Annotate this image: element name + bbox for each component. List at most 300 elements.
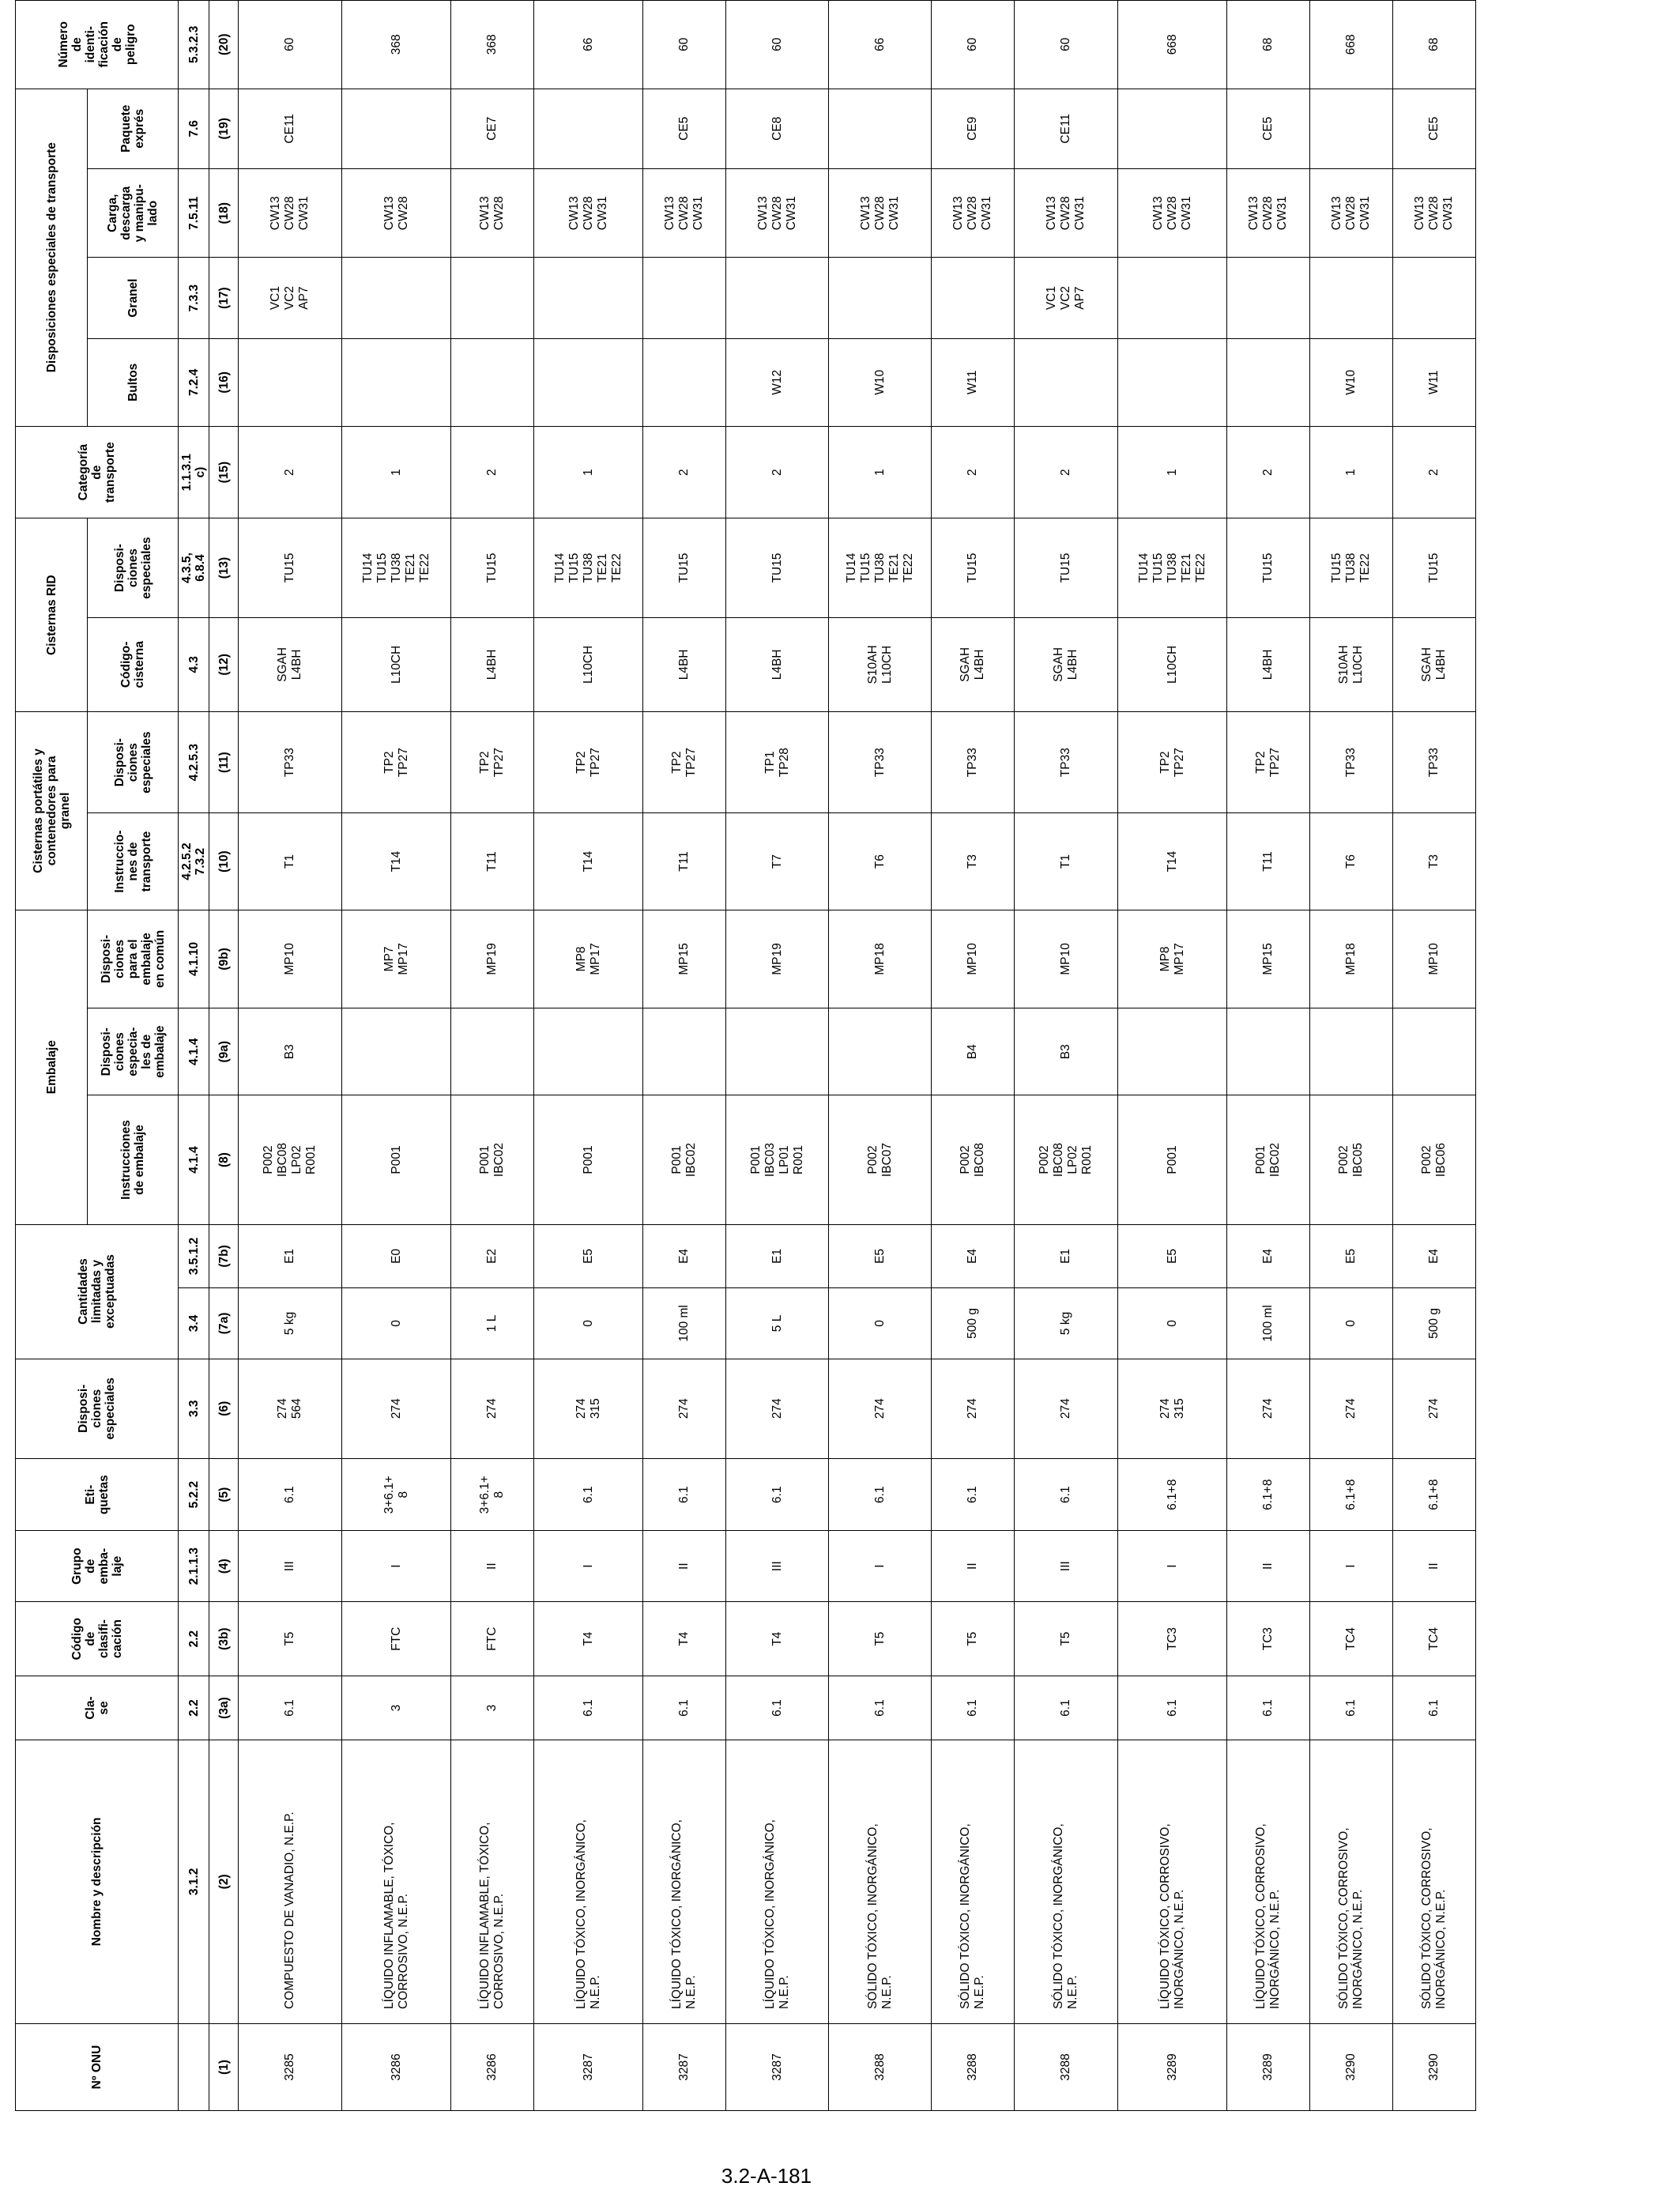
cell-class: 6.1 bbox=[239, 1676, 342, 1740]
cell-packing-group: II bbox=[932, 1531, 1015, 1601]
column-number-cell: (9b) bbox=[209, 910, 239, 1008]
cell-portable-tank-provisions: TP33 bbox=[1015, 711, 1118, 812]
cell-express: CE5 bbox=[643, 89, 726, 168]
cell-loading: CW13 CW28 bbox=[342, 169, 451, 258]
cell-transport-category: 2 bbox=[726, 426, 829, 518]
cell-mixed-packing: MP18 bbox=[1310, 910, 1393, 1008]
cell-un-number: 3288 bbox=[829, 2024, 932, 2111]
cell-packages bbox=[1227, 338, 1310, 426]
header-packing-instructions: Instrucciones de embalaje bbox=[88, 1095, 179, 1224]
cell-classification-code: T5 bbox=[239, 1601, 342, 1676]
cell-portable-tank-provisions: TP2 TP27 bbox=[342, 711, 451, 812]
cell-class: 6.1 bbox=[726, 1676, 829, 1740]
cell-hazard-id: 60 bbox=[643, 1, 726, 89]
cell-hazard-id: 60 bbox=[239, 1, 342, 89]
header-portable-tanks: Cisternas portátiles y contenedores para granel bbox=[16, 711, 88, 910]
cell-packing-group: I bbox=[534, 1531, 643, 1601]
column-number-cell: (9a) bbox=[209, 1008, 239, 1095]
cell-classification-code: TC3 bbox=[1118, 1601, 1227, 1676]
cell-limited-quantity: 5 kg bbox=[239, 1288, 342, 1359]
header-mixed-packing: Disposi- ciones para el embalaje en común bbox=[88, 910, 179, 1008]
cell-labels: 6.1 bbox=[932, 1458, 1015, 1530]
cell-hazard-id: 60 bbox=[726, 1, 829, 89]
cell-rid-special-provisions: TU15 bbox=[451, 518, 534, 617]
header-rid-special-provisions: Disposi- ciones especiales bbox=[88, 518, 179, 617]
cell-special-provisions: 274 315 bbox=[534, 1359, 643, 1458]
cell-un-number: 3287 bbox=[534, 2024, 643, 2111]
cell-packing-instructions: P001 IBC02 bbox=[451, 1095, 534, 1224]
cell-portable-tank-instructions: T11 bbox=[451, 813, 534, 910]
cell-mixed-packing: MP19 bbox=[726, 910, 829, 1008]
table-row bbox=[1015, 1, 1118, 2111]
cell-special-packing-provisions bbox=[451, 1008, 534, 1095]
cell-mixed-packing: MP18 bbox=[829, 910, 932, 1008]
cell-rid-special-provisions: TU15 bbox=[1015, 518, 1118, 617]
cell-express: CE11 bbox=[239, 89, 342, 168]
cell-bulk: VC1 VC2 AP7 bbox=[239, 258, 342, 338]
column-number-cell: (2) bbox=[209, 1740, 239, 2023]
cell-tank-code: SGAH L4BH bbox=[1393, 617, 1476, 711]
cell-portable-tank-instructions: T1 bbox=[239, 813, 342, 910]
cell-tank-code: L10CH bbox=[534, 617, 643, 711]
cell-special-packing-provisions bbox=[1310, 1008, 1393, 1095]
cell-bulk: VC1 VC2 AP7 bbox=[1015, 258, 1118, 338]
cell-un-number: 3290 bbox=[1310, 2024, 1393, 2111]
cell-un-number: 3290 bbox=[1393, 2024, 1476, 2111]
cell-portable-tank-instructions: T7 bbox=[726, 813, 829, 910]
header-loading: Carga, descarga y manipu- lado bbox=[88, 169, 179, 258]
cell-packages bbox=[1015, 338, 1118, 426]
ref-cell: 2.2 bbox=[179, 1601, 209, 1676]
cell-packages: W12 bbox=[726, 338, 829, 426]
cell-hazard-id: 60 bbox=[932, 1, 1015, 89]
cell-packing-instructions: P002 IBC06 bbox=[1393, 1095, 1476, 1224]
cell-bulk bbox=[829, 258, 932, 338]
cell-un-number: 3285 bbox=[239, 2024, 342, 2111]
cell-labels: 6.1 bbox=[239, 1458, 342, 1530]
column-number-cell: (4) bbox=[209, 1531, 239, 1601]
cell-packing-group: III bbox=[239, 1531, 342, 1601]
cell-classification-code: TC3 bbox=[1227, 1601, 1310, 1676]
cell-loading: CW13 CW28 bbox=[451, 169, 534, 258]
column-number-cell: (11) bbox=[209, 711, 239, 812]
cell-special-packing-provisions bbox=[726, 1008, 829, 1095]
cell-excepted-quantity: E2 bbox=[451, 1224, 534, 1288]
cell-mixed-packing: MP15 bbox=[1227, 910, 1310, 1008]
cell-un-number: 3289 bbox=[1227, 2024, 1310, 2111]
cell-loading: CW13 CW28 CW31 bbox=[1310, 169, 1393, 258]
cell-portable-tank-provisions: TP33 bbox=[1393, 711, 1476, 812]
cell-loading: CW13 CW28 CW31 bbox=[932, 169, 1015, 258]
page-number: 3.2-A-181 bbox=[721, 2164, 812, 2188]
cell-limited-quantity: 5 L bbox=[726, 1288, 829, 1359]
cell-portable-tank-instructions: T11 bbox=[1227, 813, 1310, 910]
cell-packing-instructions: P002 IBC08 bbox=[932, 1095, 1015, 1224]
header-instructions: Instruccio- nes de transporte bbox=[88, 813, 179, 910]
cell-labels: 3+6.1+ 8 bbox=[342, 1458, 451, 1530]
cell-portable-tank-provisions: TP2 TP27 bbox=[534, 711, 643, 812]
table-row bbox=[1393, 1, 1476, 2111]
ref-cell: 3.3 bbox=[179, 1359, 209, 1458]
cell-packing-group: II bbox=[1393, 1531, 1476, 1601]
cell-rid-special-provisions: TU15 TU38 TE22 bbox=[1310, 518, 1393, 617]
cell-classification-code: T5 bbox=[829, 1601, 932, 1676]
cell-bulk bbox=[1118, 258, 1227, 338]
cell-bulk bbox=[1227, 258, 1310, 338]
ref-cell: 4.1.4 bbox=[179, 1008, 209, 1095]
cell-hazard-id: 668 bbox=[1310, 1, 1393, 89]
header-packing-group: Grupo de emba- laje bbox=[16, 1531, 179, 1601]
cell-limited-quantity: 500 g bbox=[1393, 1288, 1476, 1359]
cell-excepted-quantity: E1 bbox=[239, 1224, 342, 1288]
cell-bulk bbox=[726, 258, 829, 338]
table-body bbox=[239, 1, 1476, 2111]
cell-mixed-packing: MP10 bbox=[1393, 910, 1476, 1008]
cell-rid-special-provisions: TU14 TU15 TU38 TE21 TE22 bbox=[534, 518, 643, 617]
cell-packages bbox=[643, 338, 726, 426]
cell-bulk bbox=[643, 258, 726, 338]
cell-rid-special-provisions: TU14 TU15 TU38 TE21 TE22 bbox=[342, 518, 451, 617]
cell-packing-group: III bbox=[726, 1531, 829, 1601]
cell-express bbox=[1310, 89, 1393, 168]
cell-limited-quantity: 0 bbox=[1310, 1288, 1393, 1359]
cell-special-packing-provisions bbox=[342, 1008, 451, 1095]
cell-special-provisions: 274 bbox=[643, 1359, 726, 1458]
cell-mixed-packing: MP10 bbox=[239, 910, 342, 1008]
cell-portable-tank-instructions: T1 bbox=[1015, 813, 1118, 910]
cell-name: LÍQUIDO TÓXICO, CORROSIVO, INORGÁNICO, N.E.P. bbox=[1227, 1740, 1310, 2023]
cell-packing-instructions: P001 bbox=[534, 1095, 643, 1224]
cell-limited-quantity: 500 g bbox=[932, 1288, 1015, 1359]
column-number-cell: (7a) bbox=[209, 1288, 239, 1359]
header-tank-code: Código- cisterna bbox=[88, 617, 179, 711]
cell-mixed-packing: MP8 MP17 bbox=[534, 910, 643, 1008]
cell-portable-tank-instructions: T14 bbox=[1118, 813, 1227, 910]
cell-labels: 6.1 bbox=[534, 1458, 643, 1530]
cell-special-packing-provisions bbox=[643, 1008, 726, 1095]
cell-loading: CW13 CW28 CW31 bbox=[239, 169, 342, 258]
cell-name: LÍQUIDO INFLAMABLE, TÓXICO, CORROSIVO, N.E.P. bbox=[451, 1740, 534, 2023]
cell-special-provisions: 274 bbox=[726, 1359, 829, 1458]
cell-labels: 6.1 bbox=[829, 1458, 932, 1530]
table-row bbox=[726, 1, 829, 2111]
cell-packages bbox=[534, 338, 643, 426]
cell-special-packing-provisions bbox=[1227, 1008, 1310, 1095]
cell-bulk bbox=[1393, 258, 1476, 338]
cell-packing-instructions: P002 IBC08 LP02 R001 bbox=[239, 1095, 342, 1224]
cell-transport-category: 1 bbox=[534, 426, 643, 518]
cell-transport-category: 2 bbox=[451, 426, 534, 518]
cell-class: 6.1 bbox=[534, 1676, 643, 1740]
cell-class: 6.1 bbox=[643, 1676, 726, 1740]
cell-un-number: 3288 bbox=[932, 2024, 1015, 2111]
cell-rid-special-provisions: TU15 bbox=[1393, 518, 1476, 617]
cell-limited-quantity: 5 kg bbox=[1015, 1288, 1118, 1359]
cell-class: 6.1 bbox=[1227, 1676, 1310, 1740]
cell-tank-code: L4BH bbox=[1227, 617, 1310, 711]
cell-portable-tank-provisions: TP2 TP27 bbox=[1227, 711, 1310, 812]
cell-packing-group: III bbox=[1015, 1531, 1118, 1601]
cell-rid-special-provisions: TU15 bbox=[643, 518, 726, 617]
ref-cell: 4.3.5, 6.8.4 bbox=[179, 518, 209, 617]
cell-packages: W10 bbox=[1310, 338, 1393, 426]
column-number-cell: (1) bbox=[209, 2024, 239, 2111]
cell-limited-quantity: 0 bbox=[342, 1288, 451, 1359]
cell-excepted-quantity: E5 bbox=[829, 1224, 932, 1288]
cell-mixed-packing: MP15 bbox=[643, 910, 726, 1008]
cell-rid-special-provisions: TU14 TU15 TU38 TE21 TE22 bbox=[829, 518, 932, 617]
cell-classification-code: T4 bbox=[726, 1601, 829, 1676]
cell-hazard-id: 60 bbox=[1015, 1, 1118, 89]
cell-loading: CW13 CW28 CW31 bbox=[1015, 169, 1118, 258]
cell-special-packing-provisions bbox=[1393, 1008, 1476, 1095]
header-tank-special-provisions: Disposi- ciones especiales bbox=[88, 711, 179, 812]
cell-portable-tank-provisions: TP33 bbox=[829, 711, 932, 812]
cell-mixed-packing: MP7 MP17 bbox=[342, 910, 451, 1008]
cell-rid-special-provisions: TU15 bbox=[239, 518, 342, 617]
cell-name: LÍQUIDO TÓXICO, CORROSIVO, INORGÁNICO, N.E.P. bbox=[1118, 1740, 1227, 2023]
cell-excepted-quantity: E5 bbox=[1118, 1224, 1227, 1288]
cell-hazard-id: 66 bbox=[534, 1, 643, 89]
cell-class: 6.1 bbox=[1015, 1676, 1118, 1740]
cell-limited-quantity: 100 ml bbox=[643, 1288, 726, 1359]
ref-cell: 3.1.2 bbox=[179, 1740, 209, 2023]
cell-labels: 6.1+8 bbox=[1310, 1458, 1393, 1530]
cell-packing-instructions: P001 bbox=[342, 1095, 451, 1224]
cell-name: SÓLIDO TÓXICO, INORGÁNICO, N.E.P. bbox=[932, 1740, 1015, 2023]
table-row bbox=[1118, 1, 1227, 2111]
cell-special-packing-provisions bbox=[829, 1008, 932, 1095]
ref-cell: 2.1.1.3 bbox=[179, 1531, 209, 1601]
cell-packages: W11 bbox=[932, 338, 1015, 426]
cell-tank-code: SGAH L4BH bbox=[932, 617, 1015, 711]
cell-class: 6.1 bbox=[1118, 1676, 1227, 1740]
cell-un-number: 3288 bbox=[1015, 2024, 1118, 2111]
cell-portable-tank-instructions: T3 bbox=[932, 813, 1015, 910]
cell-name: LÍQUIDO INFLAMABLE, TÓXICO, CORROSIVO, N.E.P. bbox=[342, 1740, 451, 2023]
cell-portable-tank-instructions: T14 bbox=[342, 813, 451, 910]
cell-class: 6.1 bbox=[829, 1676, 932, 1740]
cell-special-provisions: 274 564 bbox=[239, 1359, 342, 1458]
column-number-cell: (12) bbox=[209, 617, 239, 711]
cell-hazard-id: 68 bbox=[1227, 1, 1310, 89]
header-transport-category: Categoría de transporte bbox=[16, 426, 179, 518]
column-number-cell: (7b) bbox=[209, 1224, 239, 1288]
cell-tank-code: S10AH L10CH bbox=[1310, 617, 1393, 711]
cell-classification-code: T5 bbox=[1015, 1601, 1118, 1676]
header-packaging: Embalaje bbox=[16, 910, 88, 1224]
cell-packing-group: II bbox=[643, 1531, 726, 1601]
header-special-provisions: Disposi- ciones especiales bbox=[16, 1359, 179, 1458]
ref-cell bbox=[179, 2024, 209, 2111]
ref-cell: 3.4 bbox=[179, 1288, 209, 1359]
cell-excepted-quantity: E1 bbox=[1015, 1224, 1118, 1288]
cell-packing-instructions: P001 IBC02 bbox=[1227, 1095, 1310, 1224]
cell-classification-code: T4 bbox=[643, 1601, 726, 1676]
cell-rid-special-provisions: TU15 bbox=[1227, 518, 1310, 617]
cell-un-number: 3287 bbox=[643, 2024, 726, 2111]
ref-cell: 4.3 bbox=[179, 617, 209, 711]
cell-hazard-id: 68 bbox=[1393, 1, 1476, 89]
header-class: Cla- se bbox=[16, 1676, 179, 1740]
cell-excepted-quantity: E4 bbox=[1227, 1224, 1310, 1288]
table-row bbox=[239, 1, 342, 2111]
cell-portable-tank-instructions: T3 bbox=[1393, 813, 1476, 910]
cell-class: 3 bbox=[451, 1676, 534, 1740]
cell-portable-tank-instructions: T6 bbox=[829, 813, 932, 910]
cell-portable-tank-provisions: TP2 TP27 bbox=[451, 711, 534, 812]
cell-name: COMPUESTO DE VANADIO, N.E.P. bbox=[239, 1740, 342, 2023]
cell-tank-code: SGAH L4BH bbox=[1015, 617, 1118, 711]
cell-special-provisions: 274 bbox=[451, 1359, 534, 1458]
ref-cell: 4.2.5.2 7.3.2 bbox=[179, 813, 209, 910]
cell-name: SÓLIDO TÓXICO, INORGÁNICO, N.E.P. bbox=[1015, 1740, 1118, 2023]
cell-limited-quantity: 0 bbox=[829, 1288, 932, 1359]
column-number-cell: (3b) bbox=[209, 1601, 239, 1676]
cell-loading: CW13 CW28 CW31 bbox=[1227, 169, 1310, 258]
cell-special-packing-provisions bbox=[534, 1008, 643, 1095]
cell-tank-code: L10CH bbox=[1118, 617, 1227, 711]
cell-portable-tank-provisions: TP33 bbox=[932, 711, 1015, 812]
ref-cell: 5.3.2.3 bbox=[179, 1, 209, 89]
ref-cell: 1.1.3.1 c) bbox=[179, 426, 209, 518]
cell-excepted-quantity: E5 bbox=[534, 1224, 643, 1288]
cell-tank-code: S10AH L10CH bbox=[829, 617, 932, 711]
cell-excepted-quantity: E4 bbox=[643, 1224, 726, 1288]
header-labels: Eti- quetas bbox=[16, 1458, 179, 1530]
header-classification-code: Código de clasifi- cación bbox=[16, 1601, 179, 1676]
cell-hazard-id: 668 bbox=[1118, 1, 1227, 89]
cell-labels: 6.1+8 bbox=[1393, 1458, 1476, 1530]
ref-cell: 7.5.11 bbox=[179, 169, 209, 258]
cell-transport-category: 2 bbox=[239, 426, 342, 518]
cell-loading: CW13 CW28 CW31 bbox=[829, 169, 932, 258]
header-name: Nombre y descripción bbox=[16, 1740, 179, 2023]
cell-express bbox=[1118, 89, 1227, 168]
cell-special-packing-provisions: B4 bbox=[932, 1008, 1015, 1095]
cell-classification-code: TC4 bbox=[1310, 1601, 1393, 1676]
cell-portable-tank-provisions: TP2 TP27 bbox=[643, 711, 726, 812]
cell-hazard-id: 368 bbox=[451, 1, 534, 89]
column-number-cell: (20) bbox=[209, 1, 239, 89]
ref-cell: 3.5.1.2 bbox=[179, 1224, 209, 1288]
cell-classification-code: FTC bbox=[342, 1601, 451, 1676]
table-row bbox=[643, 1, 726, 2111]
cell-excepted-quantity: E5 bbox=[1310, 1224, 1393, 1288]
cell-loading: CW13 CW28 CW31 bbox=[1393, 169, 1476, 258]
ref-cell: 4.2.5.3 bbox=[179, 711, 209, 812]
cell-transport-category: 1 bbox=[1310, 426, 1393, 518]
cell-special-provisions: 274 bbox=[1310, 1359, 1393, 1458]
cell-special-provisions: 274 bbox=[342, 1359, 451, 1458]
cell-labels: 6.1+8 bbox=[1118, 1458, 1227, 1530]
cell-express: CE5 bbox=[1393, 89, 1476, 168]
cell-loading: CW13 CW28 CW31 bbox=[534, 169, 643, 258]
cell-classification-code: T4 bbox=[534, 1601, 643, 1676]
cell-class: 6.1 bbox=[1310, 1676, 1393, 1740]
cell-packages bbox=[451, 338, 534, 426]
cell-packing-instructions: P001 IBC02 bbox=[643, 1095, 726, 1224]
cell-limited-quantity: 0 bbox=[1118, 1288, 1227, 1359]
column-number-cell: (6) bbox=[209, 1359, 239, 1458]
column-number-cell: (8) bbox=[209, 1095, 239, 1224]
ref-cell: 7.6 bbox=[179, 89, 209, 168]
header-hazard-id: Número de identi- ficación de peligro bbox=[16, 1, 179, 89]
cell-name: SÓLIDO TÓXICO, INORGÁNICO, N.E.P. bbox=[829, 1740, 932, 2023]
cell-loading: CW13 CW28 CW31 bbox=[1118, 169, 1227, 258]
cell-mixed-packing: MP10 bbox=[932, 910, 1015, 1008]
cell-loading: CW13 CW28 CW31 bbox=[643, 169, 726, 258]
cell-packing-group: I bbox=[1118, 1531, 1227, 1601]
table-row bbox=[534, 1, 643, 2111]
cell-special-provisions: 274 bbox=[829, 1359, 932, 1458]
cell-limited-quantity: 1 L bbox=[451, 1288, 534, 1359]
column-number-cell: (16) bbox=[209, 338, 239, 426]
cell-class: 6.1 bbox=[1393, 1676, 1476, 1740]
header-special-transport: Disposiciones especiales de transporte bbox=[16, 89, 88, 426]
cell-name: SÓLIDO TÓXICO, CORROSIVO, INORGÁNICO, N.E.P. bbox=[1310, 1740, 1393, 2023]
cell-express: CE9 bbox=[932, 89, 1015, 168]
cell-express: CE7 bbox=[451, 89, 534, 168]
cell-special-provisions: 274 bbox=[1227, 1359, 1310, 1458]
cell-mixed-packing: MP19 bbox=[451, 910, 534, 1008]
cell-packages: W10 bbox=[829, 338, 932, 426]
column-number-cell: (15) bbox=[209, 426, 239, 518]
ref-cell: 2.2 bbox=[179, 1676, 209, 1740]
cell-mixed-packing: MP8 MP17 bbox=[1118, 910, 1227, 1008]
cell-classification-code: T5 bbox=[932, 1601, 1015, 1676]
cell-express: CE8 bbox=[726, 89, 829, 168]
cell-transport-category: 2 bbox=[932, 426, 1015, 518]
cell-tank-code: L4BH bbox=[726, 617, 829, 711]
reference-row bbox=[179, 1, 209, 2111]
cell-labels: 6.1 bbox=[1015, 1458, 1118, 1530]
cell-excepted-quantity: E4 bbox=[932, 1224, 1015, 1288]
cell-express bbox=[342, 89, 451, 168]
cell-packages bbox=[342, 338, 451, 426]
cell-tank-code: L4BH bbox=[451, 617, 534, 711]
cell-packing-group: II bbox=[1227, 1531, 1310, 1601]
cell-un-number: 3289 bbox=[1118, 2024, 1227, 2111]
cell-packages: W11 bbox=[1393, 338, 1476, 426]
column-number-cell: (5) bbox=[209, 1458, 239, 1530]
cell-portable-tank-provisions: TP33 bbox=[239, 711, 342, 812]
header-special-packing-provisions: Disposi- ciones especia- les de embalaje bbox=[88, 1008, 179, 1095]
cell-special-packing-provisions bbox=[1118, 1008, 1227, 1095]
cell-portable-tank-instructions: T14 bbox=[534, 813, 643, 910]
cell-excepted-quantity: E1 bbox=[726, 1224, 829, 1288]
cell-tank-code: L10CH bbox=[342, 617, 451, 711]
cell-name: LÍQUIDO TÓXICO, INORGÁNICO, N.E.P. bbox=[643, 1740, 726, 2023]
cell-bulk bbox=[1310, 258, 1393, 338]
cell-special-provisions: 274 bbox=[1015, 1359, 1118, 1458]
cell-loading: CW13 CW28 CW31 bbox=[726, 169, 829, 258]
cell-excepted-quantity: E0 bbox=[342, 1224, 451, 1288]
cell-special-provisions: 274 315 bbox=[1118, 1359, 1227, 1458]
cell-express: CE11 bbox=[1015, 89, 1118, 168]
cell-labels: 6.1+8 bbox=[1227, 1458, 1310, 1530]
column-number-cell: (13) bbox=[209, 518, 239, 617]
cell-transport-category: 2 bbox=[643, 426, 726, 518]
cell-portable-tank-provisions: TP2 TP27 bbox=[1118, 711, 1227, 812]
cell-un-number: 3287 bbox=[726, 2024, 829, 2111]
cell-transport-category: 1 bbox=[829, 426, 932, 518]
cell-transport-category: 1 bbox=[1118, 426, 1227, 518]
cell-packing-instructions: P001 bbox=[1118, 1095, 1227, 1224]
ref-cell: 7.2.4 bbox=[179, 338, 209, 426]
table-row bbox=[1227, 1, 1310, 2111]
cell-limited-quantity: 100 ml bbox=[1227, 1288, 1310, 1359]
